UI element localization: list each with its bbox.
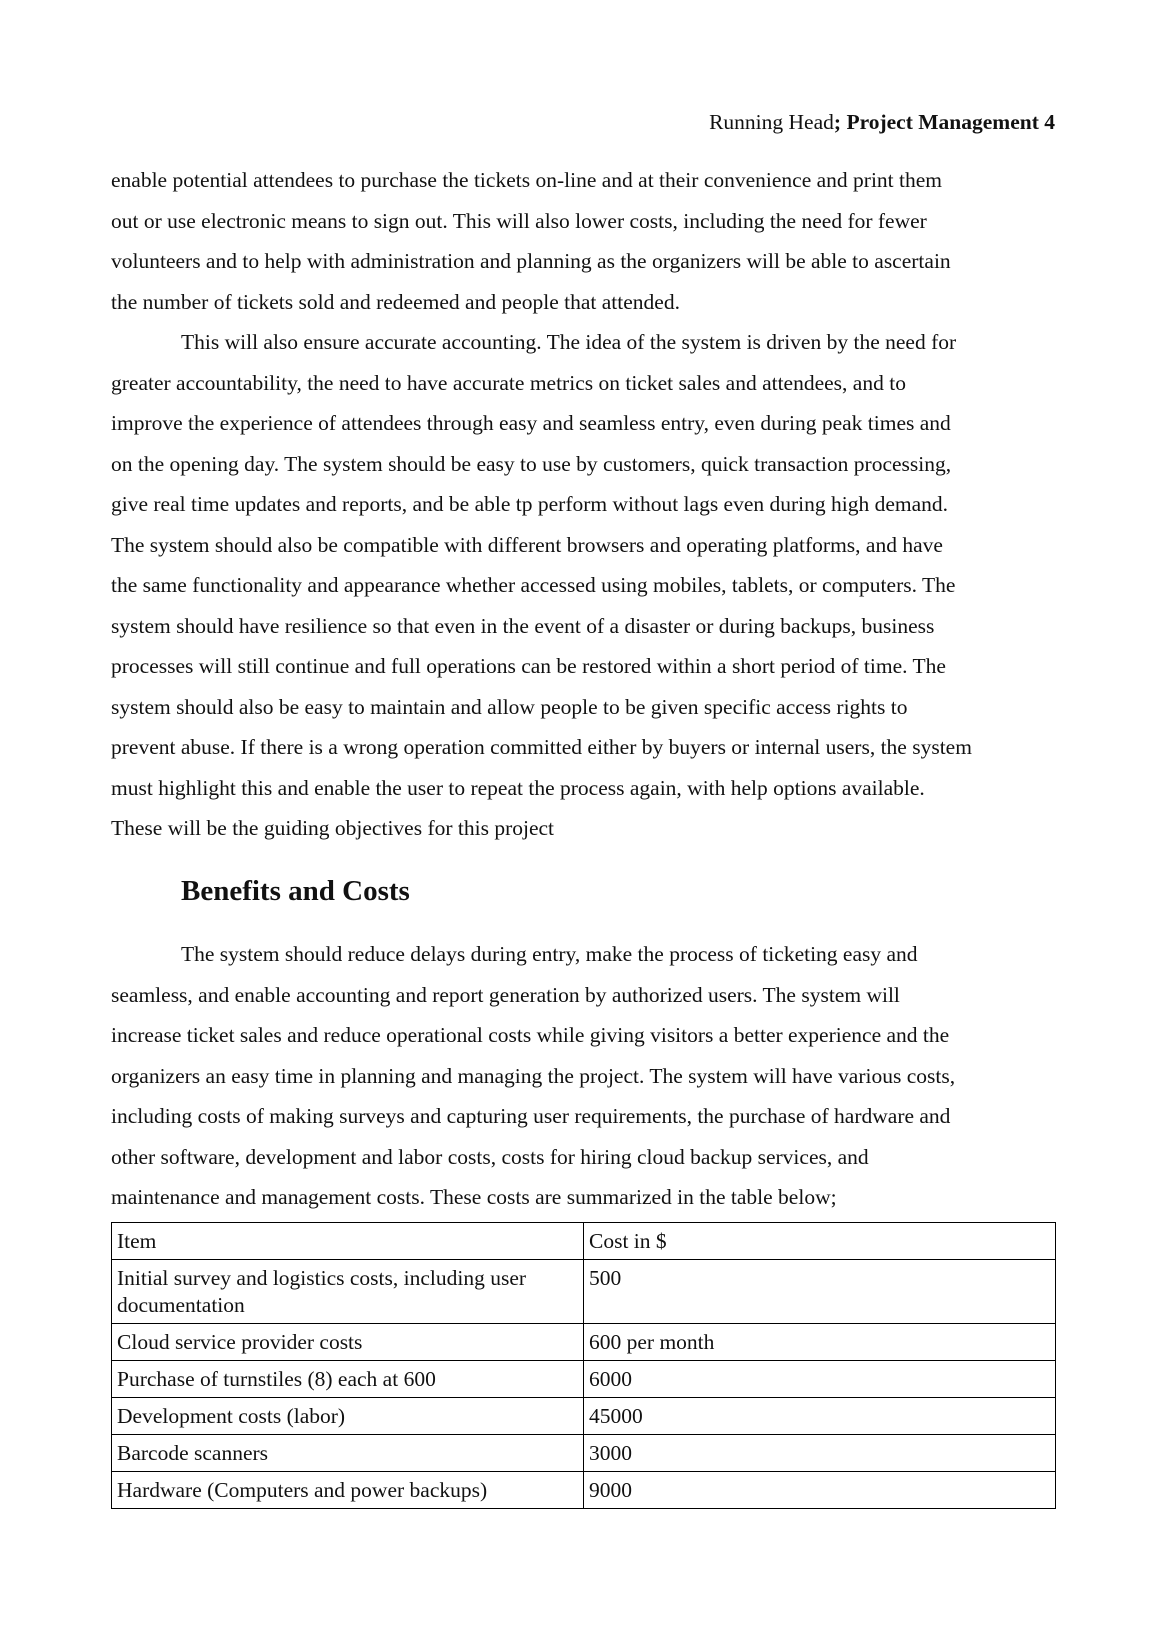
section-heading: Benefits and Costs (181, 875, 410, 907)
table-header-row (112, 1223, 1056, 1260)
table-cell-item: Hardware (Computers and power backups) (112, 1472, 584, 1509)
paragraph: The system should reduce delays during entry, make the process of ticketing easy and seamless, and enable accounting and report generation by authorized users. The system will increase ticket sales and reduce operational costs while giving visitors a better experience and the organizers an easy time in planning and managing the project. The system will have various costs, including costs of making surveys and capturing user requirements, the purchase of hardware and other software, development and labor costs, costs for hiring cloud backup services, and maintenance and management costs. These costs are summarized in the table below; (111, 942, 956, 1209)
table-row (112, 1472, 1056, 1509)
table-row (112, 1361, 1056, 1398)
paragraph: This will also ensure accurate accounting. The idea of the system is driven by the need for greater accountability, the need to have accurate metrics on ticket sales and attendees, and to improve the experience of attendees through easy and seamless entry, even during peak times and on the opening day. The system should be easy to use by customers, quick transaction processing, give real time updates and reports, and be able tp perform without lags even during high demand. The system should also be compatible with different browsers and operating platforms, and have the same functionality and appearance whether accessed using mobiles, tablets, or computers. The system should have resilience so that even in the event of a disaster or during backups, business processes will still continue and full operations can be restored within a short period of time. The system should also be easy to maintain and allow people to be given specific access rights to prevent abuse. If there is a wrong operation committed either by buyers or internal users, the system must highlight this and enable the user to repeat the process again, with help options available. These will be the guiding objectives for this project (111, 330, 972, 840)
table-row (112, 1398, 1056, 1435)
table-cell-cost: 45000 (584, 1398, 1056, 1435)
table-row (112, 1260, 1056, 1324)
table-cell-item: Cloud service provider costs (112, 1324, 584, 1361)
running-head-title: ; Project Management 4 (833, 110, 1055, 134)
table-cell-item: Initial survey and logistics costs, including user documentation (112, 1260, 584, 1324)
table-cell-cost: 3000 (584, 1435, 1056, 1472)
paragraph: enable potential attendees to purchase the tickets on-line and at their convenience and print them out or use electronic means to sign out. This will also lower costs, including the need for fewer volunteers and to help with administration and planning as the organizers will be able to ascertain the number of tickets sold and redeemed and people that attended. (111, 168, 951, 314)
section-body (111, 934, 1056, 1218)
table-cell-item: Development costs (labor) (112, 1398, 584, 1435)
table-cell-cost: 600 per month (584, 1324, 1056, 1361)
running-head (709, 108, 1055, 136)
table-cell-item: Barcode scanners (112, 1435, 584, 1472)
running-head-prefix: Running Head (709, 110, 834, 134)
table-row (112, 1435, 1056, 1472)
body-text (111, 160, 1056, 849)
table-cell-cost: 6000 (584, 1361, 1056, 1398)
table-header-cell: Cost in $ (584, 1223, 1056, 1260)
table-cell-cost: 500 (584, 1260, 1056, 1324)
table-cell-item: Purchase of turnstiles (8) each at 600 (112, 1361, 584, 1398)
table-cell-cost: 9000 (584, 1472, 1056, 1509)
table-row (112, 1324, 1056, 1361)
table-header-cell: Item (112, 1223, 584, 1260)
cost-table (111, 1222, 1056, 1509)
